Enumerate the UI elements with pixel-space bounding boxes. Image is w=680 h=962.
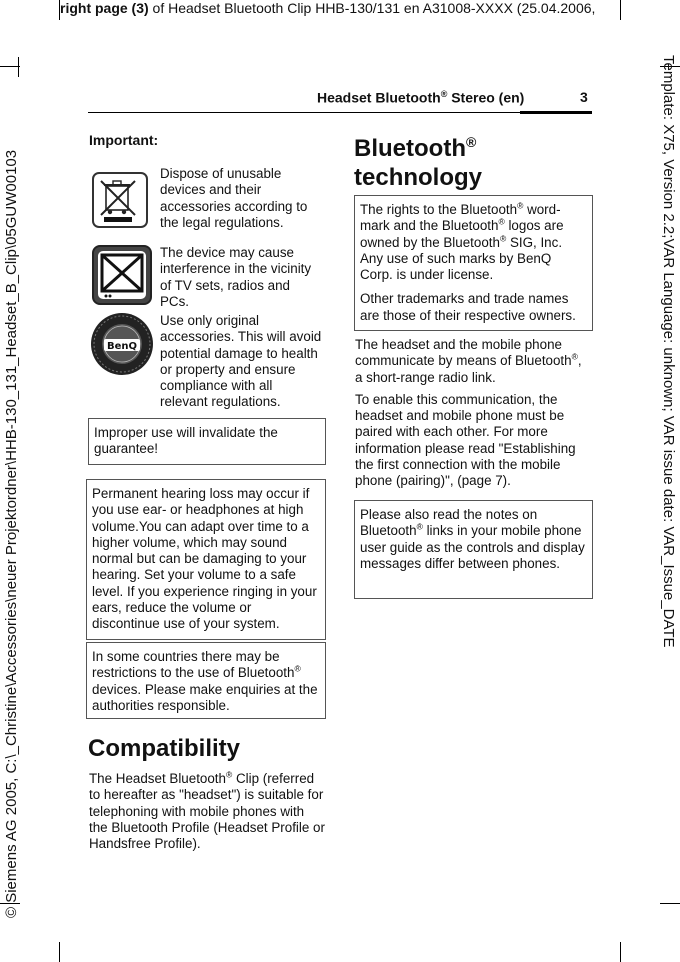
trademark-text: The rights to the Bluetooth® word-mark and the Bluetooth® logos are owned by the Bluetooth® SIG, Inc. Any use of such marks by BenQ Corp. is under license. [360, 200, 564, 283]
trademark-other-text: Other trademarks and trade names are those of their respective owners. [360, 291, 576, 323]
right-margin-template [656, 0, 680, 962]
crop-mark [620, 942, 621, 962]
slug-line [60, 0, 595, 16]
slug-text: of Headset Bluetooth Clip HHB-130/131 en A31008-XXXX (25.04.2006, [148, 0, 596, 16]
restrictions-text: In some countries there may be restrictions to the use of Bluetooth® devices. Please make enquiries at the authorities responsible. [92, 649, 318, 713]
compatibility-heading: Compatibility [88, 735, 241, 762]
benq-seal-icon [90, 312, 154, 376]
page-number: 3 [580, 89, 588, 105]
left-margin-text: © Siemens AG 2005, C:\_Christine\Accessories\neuer Projektordner\HHB-130_131_Headset_B_Clip\05GUW00103 [3, 149, 20, 918]
trademark-box [354, 195, 593, 331]
bluetooth-para-2: To enable this communication, the headset and mobile phone must be paired with each other. For more information please read "Establishing the first connection with the mobile phone (pairing)", (page 7). [355, 391, 576, 489]
right-margin-text: Template: X75, Version 2.2;VAR Language: unknown; VAR issue date: VAR_Issue_DATE [660, 55, 677, 648]
crop-mark [59, 942, 60, 962]
hearing-warning-box [86, 479, 326, 640]
guarantee-notice-box [88, 418, 326, 465]
important-label: Important: [89, 132, 159, 148]
notice-interference: The device may cause interference in the vicinity of TV sets, radios and PCs. [160, 245, 312, 309]
bluetooth-body [355, 337, 591, 490]
running-header-title: Headset Bluetooth® Stereo (en) [317, 89, 525, 106]
left-margin-path [0, 0, 24, 962]
bluetooth-para-1: The headset and the mobile phone communicate by means of Bluetooth®, a short-range radio link. [355, 337, 582, 385]
compatibility-text: The Headset Bluetooth® Clip (referred to hereafter as "headset") is suitable for telephoning with mobile phones with the Bluetooth Profile (Headset Profile or Handsfree Profile). [89, 769, 325, 852]
tv-crossed-icon [92, 245, 152, 305]
bluetooth-note-text: Please also read the notes on Bluetooth® links in your mobile phone user guide as the controls and display messages differ between phones. [360, 507, 585, 571]
notice-disposal: Dispose of unusable devices and their accessories according to the legal regulations. [160, 166, 308, 230]
bluetooth-note-box [354, 500, 593, 599]
bluetooth-heading: Bluetooth® technology [354, 134, 483, 191]
slug-page-ref: right page (3) [60, 0, 149, 16]
guarantee-text: Improper use will invalidate the guarantee! [94, 425, 278, 457]
hearing-text: Permanent hearing loss may occur if you use ear- or headphones at high volume.You can adapt over time to a higher volume, which may sound normal but can be damaging to your hearing. Set your volume to a safe level. If you experience ringing in your ears, reduce the volume or discontinue use of your system. [92, 486, 317, 632]
header-rule [88, 112, 520, 113]
crossed-out-bin-icon [92, 172, 148, 228]
svg-text:BenQ: BenQ [106, 341, 138, 352]
restrictions-box [86, 642, 326, 719]
notice-original-accessories: Use only original accessories. This will avoid potential damage to health or property and ensure compliance with all relevant regulations. [160, 313, 322, 410]
header-rule-accent [520, 111, 592, 114]
crop-mark [620, 0, 621, 20]
